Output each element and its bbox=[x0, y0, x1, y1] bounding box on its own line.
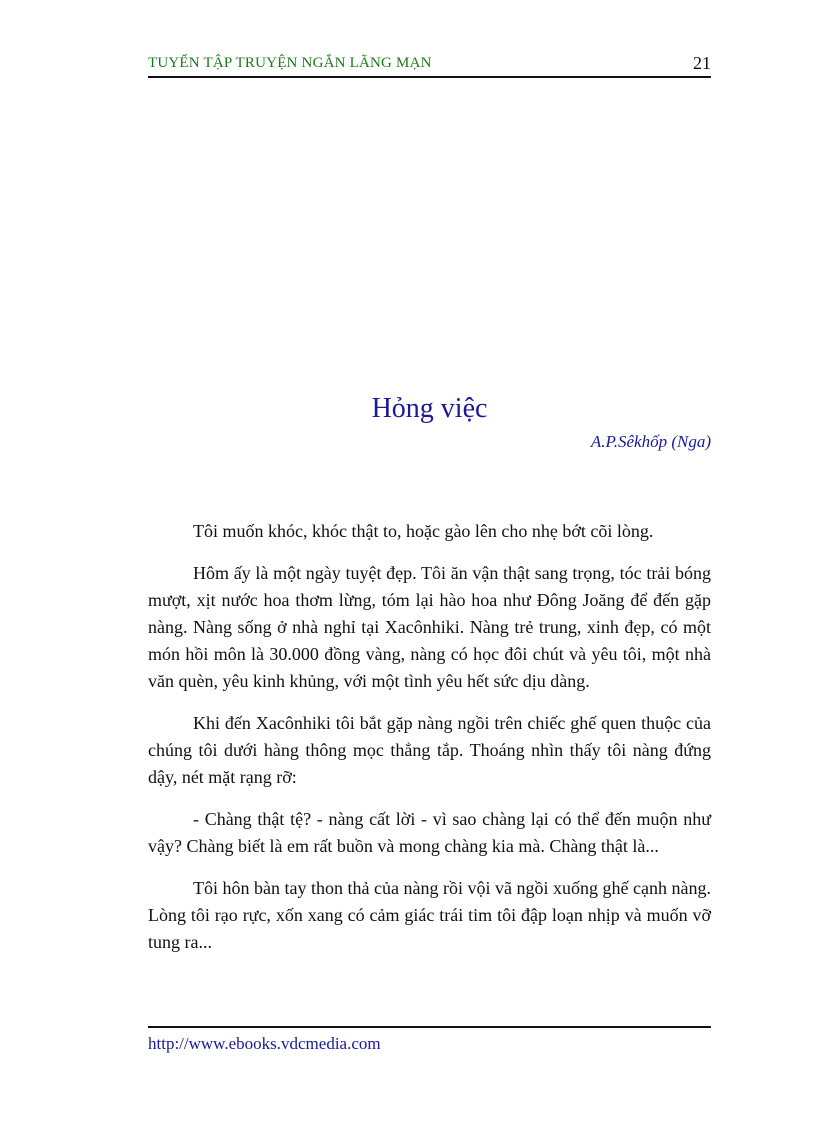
paragraph: Khi đến Xacônhiki tôi bắt gặp nàng ngồi trên chiếc ghế quen thuộc của chúng tôi dưới hàng thông mọc thẳng tắp. Thoáng nhìn thấy tôi nàng đứng dậy, nét mặt rạng rỡ: bbox=[148, 713, 711, 787]
story-author: A.P.Sêkhốp (Nga) bbox=[590, 432, 711, 451]
paragraph: - Chàng thật tệ? - nàng cất lời - vì sao chàng lại có thể đến muộn như vậy? Chàng biết là em rất buồn và mong chàng kia mà. Chàng thật là... bbox=[148, 809, 711, 856]
story-body bbox=[148, 518, 711, 971]
paragraph: Tôi hôn bàn tay thon thả của nàng rồi vội vã ngồi xuống ghế cạnh nàng. Lòng tôi rạo rực, xốn xang có cảm giác trái tim tôi đập loạn nhịp và muốn vỡ tung ra... bbox=[148, 878, 711, 952]
footer-divider bbox=[148, 1026, 711, 1028]
paragraph: Hôm ấy là một ngày tuyệt đẹp. Tôi ăn vận thật sang trọng, tóc trải bóng mượt, xịt nước hoa thơm lừng, tóm lại hào hoa như Đông Joăng để đến gặp nàng. Nàng sống ở nhà nghỉ tại Xacônhiki. Nàng trẻ trung, xinh đẹp, có một món hồi môn là 30.000 đồng vàng, nàng có học đôi chút và yêu tôi, một nhà văn quèn, yêu kinh khủng, với một tình yêu hết sức dịu dàng. bbox=[148, 563, 711, 691]
book-title: TUYỂN TẬP TRUYỆN NGẮN LÃNG MẠN bbox=[148, 55, 432, 71]
page-header bbox=[148, 52, 711, 78]
story-title: Hỏng việc bbox=[371, 393, 488, 424]
footer-website-link[interactable]: http://www.ebooks.vdcmedia.com bbox=[148, 1034, 381, 1053]
paragraph: Tôi muốn khóc, khóc thật to, hoặc gào lên cho nhẹ bớt cõi lòng. bbox=[193, 521, 654, 541]
page-number: 21 bbox=[693, 53, 711, 73]
